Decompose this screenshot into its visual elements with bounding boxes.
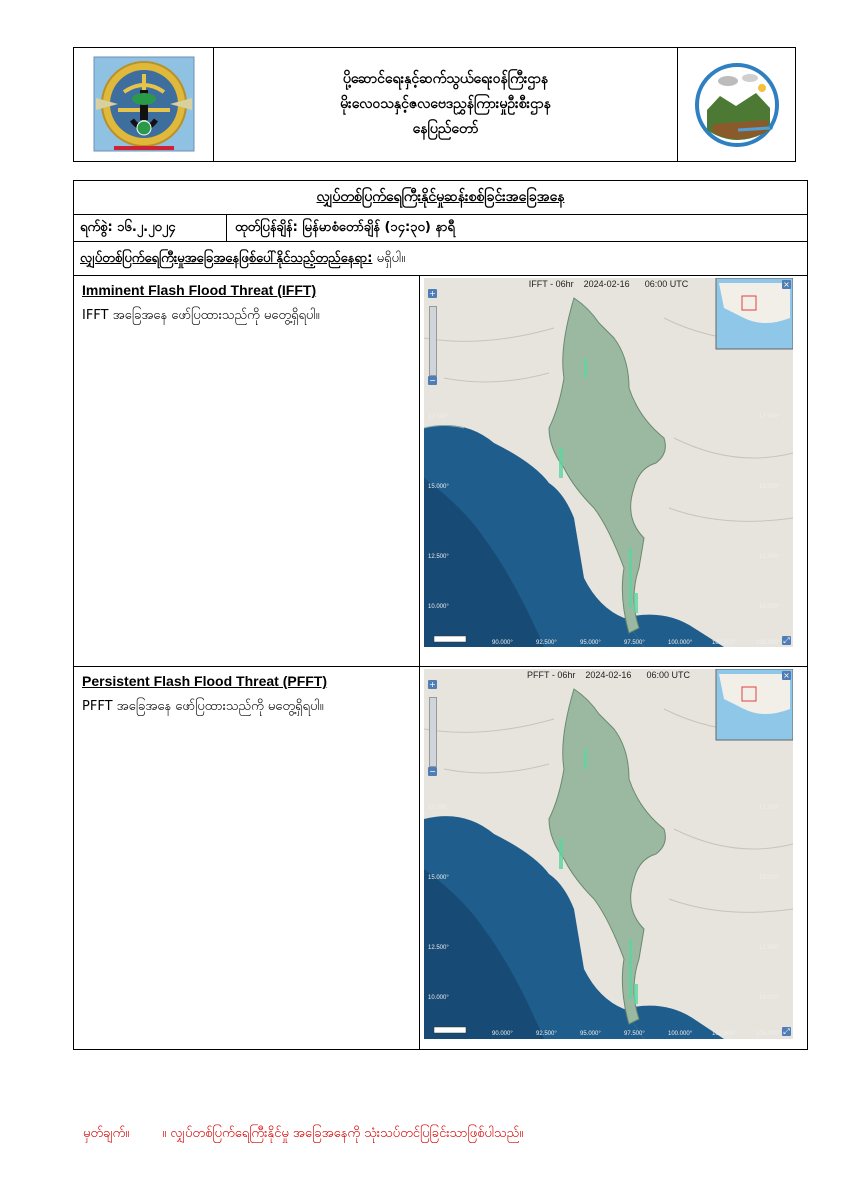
hydrology-logo-cell xyxy=(677,48,795,161)
ifft-lon-label: 102.500° xyxy=(712,640,737,646)
report-title: လျှပ်တစ်ပြက်ရေကြီးနိုင်မှုဆန်းစစ်ခြင်းအခြေအနေ xyxy=(74,181,807,215)
ministry-emblem-icon xyxy=(74,48,214,161)
ifft-lat-label: 17.500° xyxy=(428,414,449,420)
pfft-zoom-slider[interactable] xyxy=(429,697,437,767)
pfft-lat-label: 10.000° xyxy=(428,995,449,1001)
ifft-zoom-slider[interactable] xyxy=(429,306,437,376)
note-text: ။ လျှပ်တစ်ပြက်ရေကြီးနိုင်မှု အခြေအနေကို သုံးသပ်တင်ပြခြင်းသာဖြစ်ပါသည်။ xyxy=(162,1126,524,1141)
ifft-zoom-out-button[interactable]: − xyxy=(429,376,436,385)
pfft-overview-toggle-button[interactable]: × xyxy=(783,671,790,680)
ifft-lon-label: 105.000° xyxy=(756,640,781,646)
ifft-map[interactable] xyxy=(424,278,793,647)
pfft-lon-label: 92.500° xyxy=(536,1031,557,1037)
pfft-lat-label: 10.000° xyxy=(759,995,780,1001)
pfft-row xyxy=(74,667,807,1049)
ifft-lat-label: 15.000° xyxy=(759,484,780,490)
ifft-lat-label: 10.000° xyxy=(759,604,780,610)
pfft-lat-label: 12.500° xyxy=(759,945,780,951)
pfft-expand-button[interactable]: ⤢ xyxy=(783,1027,790,1036)
ifft-text-cell xyxy=(74,276,420,666)
pfft-lon-label: 105.000° xyxy=(756,1031,781,1037)
ifft-lat-label: 10.000° xyxy=(428,604,449,610)
threat-location-label: လျှပ်တစ်ပြက်ရေကြီးမှုအခြေအနေဖြစ်ပေါ်နိုင်သည့်တည်နေရာ: xyxy=(80,251,373,266)
pfft-lon-label: 100.000° xyxy=(668,1031,693,1037)
pfft-zoom-in-button[interactable]: + xyxy=(429,680,436,689)
pfft-text-cell xyxy=(74,667,420,1049)
ifft-lat-label: 17.500° xyxy=(759,414,780,420)
pfft-lat-label: 12.500° xyxy=(428,945,449,951)
pfft-lon-label: 95.000° xyxy=(580,1031,601,1037)
ministry-logo-cell xyxy=(74,48,214,161)
water-cycle-icon xyxy=(678,48,796,161)
ifft-row xyxy=(74,276,807,667)
report-date: ရက်စွဲ: ၁၆.၂.၂၀၂၄ xyxy=(74,215,227,241)
ifft-map-time: 06:00 UTC xyxy=(644,279,689,289)
ifft-overview-toggle-button[interactable]: × xyxy=(783,280,790,289)
ifft-lat-label: 15.000° xyxy=(428,484,449,490)
ifft-expand-button[interactable]: ⤢ xyxy=(783,636,790,645)
pfft-lon-label: 90.000° xyxy=(492,1031,513,1037)
pfft-map-graphic xyxy=(424,669,793,1039)
pfft-title: Persistent Flash Flood Threat (PFFT) xyxy=(82,673,328,689)
ifft-lat-label: 12.500° xyxy=(759,554,780,560)
department-header xyxy=(73,47,796,162)
pfft-lon-label: 102.500° xyxy=(712,1031,737,1037)
pfft-map[interactable] xyxy=(424,669,793,1039)
ifft-zoom-in-button[interactable]: + xyxy=(429,289,436,298)
pfft-lat-label: 17.500° xyxy=(759,805,780,811)
ifft-lon-label: 92.500° xyxy=(536,640,557,646)
threat-location-row xyxy=(74,242,807,276)
ifft-lon-label: 100.000° xyxy=(668,640,693,646)
department-name-line: မိုးလေဝသနှင့်ဇလဗေဒညွှန်ကြားမှုဦးစီးဌာန xyxy=(340,96,551,112)
date-row xyxy=(74,215,807,242)
ifft-title: Imminent Flash Flood Threat (IFFT) xyxy=(82,282,317,298)
department-name xyxy=(214,48,677,161)
footer-note xyxy=(83,1125,523,1144)
pfft-lon-label: 97.500° xyxy=(624,1031,645,1037)
ifft-lon-label: 90.000° xyxy=(492,640,513,646)
pfft-map-time: 06:00 UTC xyxy=(646,670,690,680)
ifft-lat-label: 12.500° xyxy=(428,554,449,560)
ifft-description: IFFT အခြေအနေ ဖော်ပြထားသည်ကို မတွေ့ရှိရပါ။ xyxy=(82,308,320,323)
pfft-zoom-out-button[interactable]: − xyxy=(429,767,436,776)
pfft-description: PFFT အခြေအနေ ဖော်ပြထားသည်ကို မတွေ့ရှိရပါ။ xyxy=(82,699,324,714)
ifft-map-product: IFFT - 06hr xyxy=(528,279,574,289)
pfft-map-caption xyxy=(424,670,793,680)
ministry-name: ပို့ဆောင်ရေးနှင့်ဆက်သွယ်ရေးဝန်ကြီးဌာန xyxy=(342,71,549,87)
ifft-map-caption xyxy=(424,279,793,289)
ifft-map-date: 2024-02-16 xyxy=(583,279,630,289)
ifft-lon-label: 95.000° xyxy=(580,640,601,646)
pfft-lat-label: 15.000° xyxy=(428,875,449,881)
city-name: နေပြည်တော် xyxy=(412,121,479,137)
note-label: မှတ်ချက်။ xyxy=(83,1126,130,1141)
threat-location-value: မရှိပါ။ xyxy=(376,251,406,266)
ifft-map-graphic xyxy=(424,278,793,647)
pfft-lat-label: 15.000° xyxy=(759,875,780,881)
pfft-map-product: PFFT - 06hr xyxy=(527,670,576,680)
issue-time: ထုတ်ပြန်ချိန်: မြန်မာစံတော်ချိန် (၁၄:၃၀) နာရီ xyxy=(235,220,455,235)
pfft-lat-label: 17.500° xyxy=(428,805,449,811)
ifft-lon-label: 97.500° xyxy=(624,640,645,646)
pfft-map-date: 2024-02-16 xyxy=(585,670,632,680)
flash-flood-report-table xyxy=(73,180,808,1050)
